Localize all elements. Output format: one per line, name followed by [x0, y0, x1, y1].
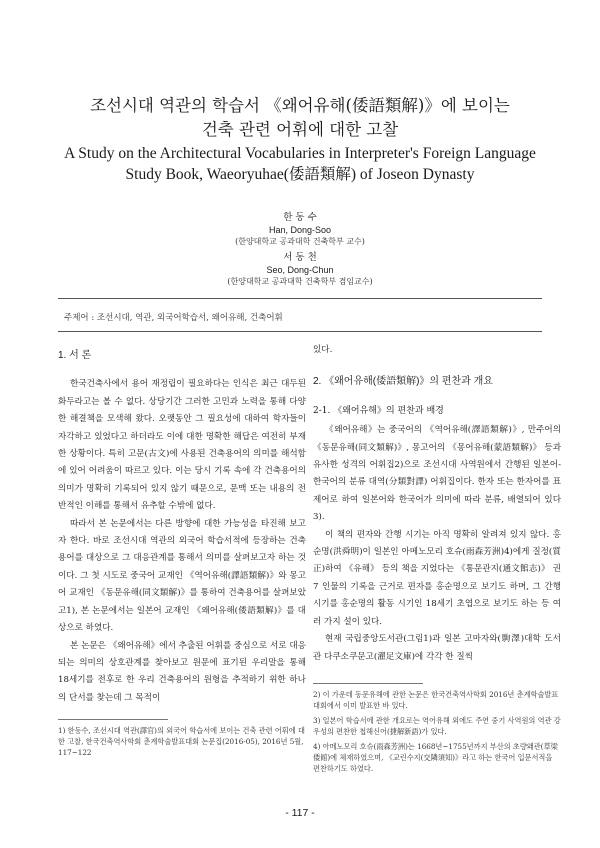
- section-heading: 2. 《왜어유해(倭語類解)》의 편찬과 개요: [313, 376, 493, 388]
- footnote: 4) 아메노모리 호슈(雨森芳洲)는 1668년~1755년까지 부산의 초량왜관(草梁倭館)에 체재하였으며, 《교린수지(交隣須知)》라고 하는 한국어 입문서적을 편찬하기도 하였다.: [313, 742, 558, 773]
- author-block-2: [0, 252, 600, 288]
- footnote-rule: [58, 719, 168, 720]
- english-title: [0, 143, 600, 185]
- author-name-korean: 한 동 수: [283, 212, 317, 223]
- footnotes-right: [313, 689, 561, 778]
- author-affiliation: (한양대학교 공과대학 건축학부 교수): [235, 237, 365, 246]
- footnote: 2) 이 가운데 동문유해에 관한 논문은 한국건축역사학회 2016년 춘계학술발표대회에서 이미 발표한 바 있다.: [313, 690, 559, 710]
- korean-title-line-2: 건축 관련 어휘에 대한 고찰: [201, 120, 399, 139]
- author-affiliation: (한양대학교 공과대학 건축학부 겸임교수): [227, 277, 373, 286]
- body-paragraph: 따라서 본 논문에서는 다른 방향에 대한 가능성을 타진해 보고자 한다. 바로 조선시대 역관의 외국어 학습서적에 등장하는 건축용어를 대상으로 그 대응관계를 통해서 의미를 살펴보고자 하는 것이다. 그 첫 시도로 중국어 교재인 《역어유해(譯語類解)》와 몽고어 교재인 《동문유해(同文類解)》를 통하여 건축용어를 살펴보았고1), 본 논문에서는 일본어 교재인 《왜어유해(倭語類解)》를 대상으로 하였다.: [58, 518, 306, 634]
- body-paragraph: 현재 국립중앙도서관(그림1)과 일본 고마자와(駒澤)대학 도서관 다쿠소쿠문고(濯足文庫)에 각각 한 질씩: [313, 634, 561, 662]
- subsection-heading: 2-1. 《왜어유해》의 편찬과 배경: [313, 405, 444, 416]
- footnotes-left: [58, 725, 306, 762]
- keywords-bottom-rule: [58, 331, 542, 332]
- footnote-rule: [313, 683, 423, 684]
- continued-text: 있다.: [313, 345, 333, 355]
- english-title-line-2: Study Book, Waeoryuhae(倭語類解) of Joseon Dynasty: [125, 166, 475, 183]
- author-name-english: Han, Dong-Soo: [268, 225, 332, 235]
- body-paragraph: 《왜어유해》는 중국어의 《역어유해(譯語類解)》, 만주어의 《동문유해(同文類解)》, 몽고어의 《몽어유해(蒙語類解)》 등과 유사한 성격의 어휘집2)으로 조선시대 사역원에서 간행된 일본어-한국어의 분류 대역(分類對譯) 어휘집이다. 한자 또는 한자어를 표제어로 하여 일본어와 한국어가 의미에 따라 분류, 배열되어 있다3).: [313, 425, 561, 523]
- page-number: - 117 -: [285, 807, 315, 819]
- keywords: 주제어 : 조선시대, 역관, 외국어학습서, 왜어유해, 건축어휘: [64, 313, 283, 323]
- author-name-korean: 서 동 천: [283, 252, 317, 263]
- keywords-top-rule: [58, 298, 542, 299]
- body-paragraph: 본 논문은 《왜어유해》에서 추출된 어휘를 중심으로 서로 대응되는 의미의 상호관계를 찾아보고 원문에 표기된 우리말을 통해 18세기를 전후로 한 우리 건축용어의 원형을 추적하기 위한 하나의 단서를 찾는데 그 목적이: [58, 640, 306, 703]
- footnote: 1) 한동수, 조선시대 역관(譯官)의 외국어 학습서에 보이는 건축 관련 어휘에 대한 고찰, 한국건축역사학회 춘계학술발표대회 논문집(2016-05), 2016년 5월, 117~122: [58, 726, 305, 757]
- footnote: 3) 일본어 학습서에 관한 개요로는 역어유해 외에도 주연 중기 사역원의 역관 강우성의 편찬한 첩해신어(捷解新語)가 있다.: [313, 716, 561, 736]
- korean-title: [0, 94, 600, 142]
- body-paragraph: 이 책의 편자와 간행 시기는 아직 명확히 알려져 있지 않다. 홍순명(洪舜明)이 일본인 아메노모리 호슈(雨森芳洲)4)에게 질정(質正)하여 《유해》 등의 책을 지었다는 《통문관지(通文館志)》 권7 인물의 기록을 근거로 편자를 홍순명으로 보기도 하며, 그 간행 시기를 홍순명의 활동 시기인 18세기 초엽으로 보기도 하는 등 여러 가지 설이 있다.: [313, 529, 561, 627]
- section-heading: 1. 서 론: [58, 350, 92, 361]
- right-column: [313, 342, 561, 666]
- author-block-1: [0, 212, 600, 248]
- korean-title-line-1: 조선시대 역관의 학습서 《왜어유해(倭語類解)》에 보이는: [90, 96, 510, 115]
- left-column: [58, 347, 306, 707]
- body-paragraph: 한국건축사에서 용어 재정립이 필요하다는 인식은 최근 대두된 화두라고는 볼 수 없다. 상당기간 그러한 고민과 노력을 통해 다양한 해결책을 모색해 왔다. 오랫동안 그 필요성에 대하여 학자들이 자각하고 있었다고 하더라도 이에 대한 명확한 해답은 여전히 부재한 상황이다. 특히 고문(古文)에 사용된 건축용어의 의미를 해석함에 있어 어려움이 따르고 있다. 이는 당시 기록 속에 각 건축용어의 의미가 명확히 기록되어 있지 않기 때문으로, 문맥 또는 내용의 전반적인 이해를 통해서 유추할 수밖에 없다.: [58, 379, 306, 512]
- author-name-english: Seo, Dong-Chun: [266, 265, 334, 275]
- english-title-line-1: A Study on the Architectural Vocabularies in Interpreter's Foreign Language: [64, 145, 536, 162]
